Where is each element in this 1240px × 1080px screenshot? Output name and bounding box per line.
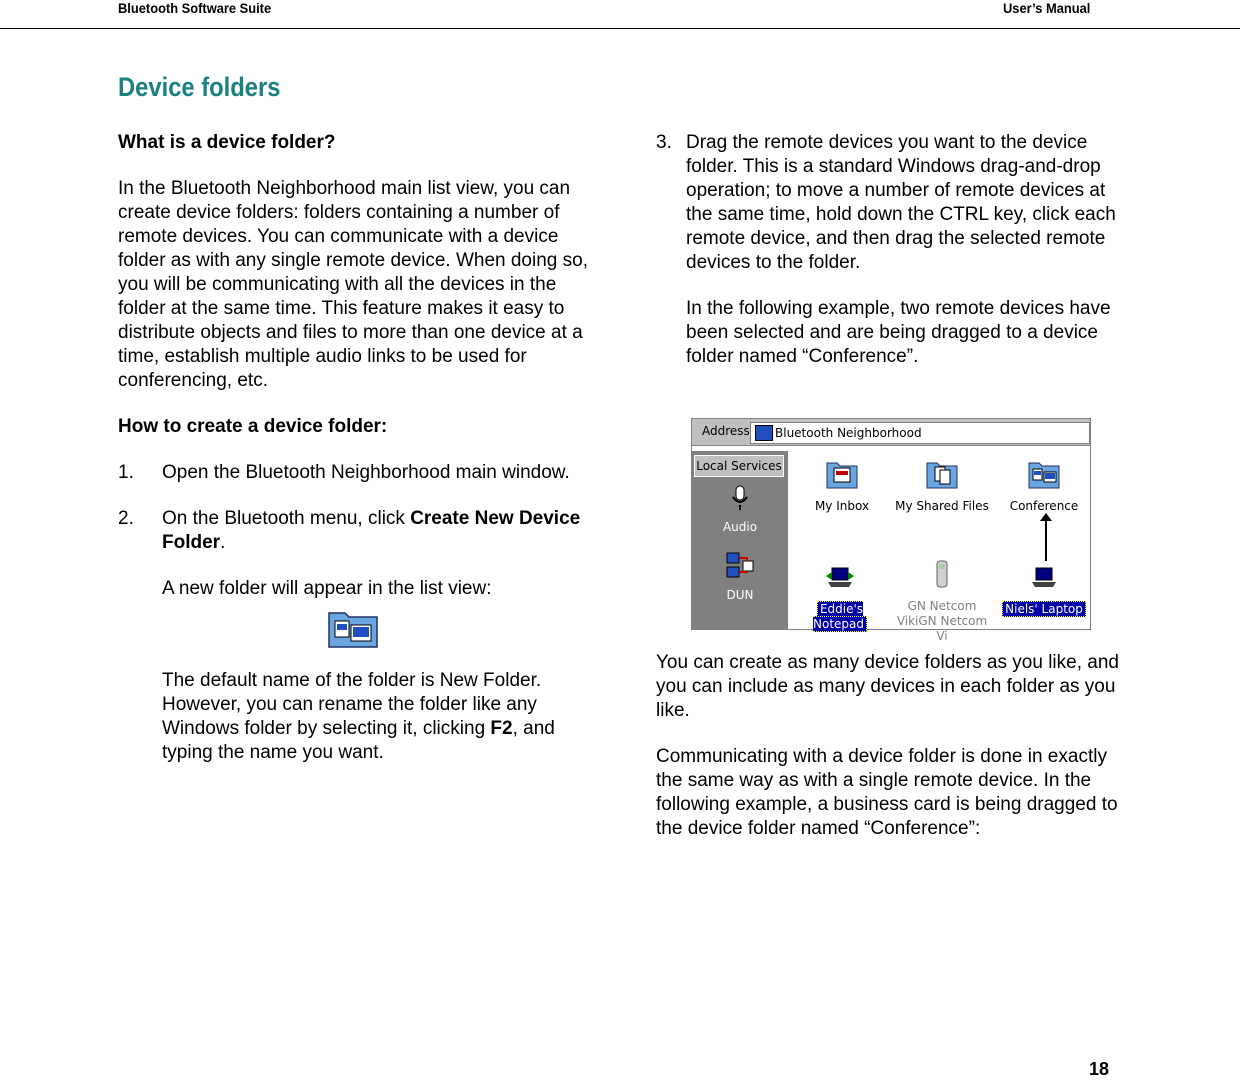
phone-icon [926, 559, 958, 589]
laptop-icon [824, 562, 856, 592]
page-number: 18 [1089, 1059, 1110, 1079]
header-rule [0, 28, 1240, 29]
step-2 [118, 507, 588, 555]
my-inbox-item: My Inbox [792, 459, 892, 514]
dun-service: DUN [712, 551, 768, 602]
f2-key: F2 [490, 718, 513, 739]
shared-folder-icon [926, 459, 958, 489]
step-2-number: 2. [118, 508, 134, 529]
niels-laptop-label: Niels' Laptop [1002, 601, 1086, 617]
step-1-number: 1. [118, 462, 134, 483]
device-folder-icon [327, 607, 379, 649]
neighborhood-icon [755, 425, 773, 441]
gn-netcom-item: GN Netcom VikiGN Netcom Vi [892, 559, 992, 644]
folders-paragraph: You can create as many device folders as you like, and you can include as many devices in each folder as you like. [656, 652, 1119, 721]
communicating-paragraph: Communicating with a device folder is done in exactly the same way as with a single remote device. In the following example, a business card is being dragged to the device folder named “Conference”: [656, 746, 1118, 839]
intro-paragraph: In the Bluetooth Neighborhood main list view, you can create device folders: folders containing a number of remote devices. You can communicate with a device folder as with any single remote device. When doing so, you will be communicating with all the devices in the folder at the same time. This feature makes it easy to distribute objects and files to more than one device at a time, establish multiple audio links to be used for conferencing, etc. [118, 178, 588, 391]
drag-example-screenshot [691, 418, 1091, 643]
local-services-pane [692, 451, 788, 629]
device-folder-icon [1028, 459, 1060, 489]
left-column [118, 131, 588, 765]
laptop-icon [1028, 562, 1060, 592]
section-title: Device folders [118, 72, 281, 102]
menu-command: Create New Device Folder [162, 508, 581, 553]
step-3 [656, 131, 1126, 275]
audio-service: Audio [712, 483, 768, 534]
address-label: Address [702, 424, 750, 438]
step-3-text: Drag the remote devices you want to the device folder. This is a standard Windows drag-and-drop operation; to move a number of remote devices at the same time, hold down the CTRL key, click each remote device, and then drag the selected remote devices to the folder. [686, 132, 1116, 273]
eddies-notepad-label: Eddie's Notepad [813, 601, 867, 632]
my-shared-files-item: My Shared Files [892, 459, 992, 514]
address-value: Bluetooth Neighborhood [775, 426, 922, 440]
question-heading: What is a device folder? [118, 132, 336, 153]
step-1 [118, 461, 588, 485]
header-title: Bluetooth Software Suite [118, 0, 272, 16]
right-column [656, 131, 1126, 369]
how-heading: How to create a device folder: [118, 416, 388, 437]
new-folder-figure [118, 607, 588, 659]
step-3-number: 3. [656, 132, 672, 153]
drag-arrow [1045, 519, 1047, 561]
eddies-notepad-item [790, 562, 890, 632]
address-field [750, 422, 1090, 444]
step-2-text: On the Bluetooth menu, click Create New Device Folder. [162, 508, 581, 553]
new-folder-line: A new folder will appear in the list view: [162, 578, 492, 599]
inbox-folder-icon [826, 459, 858, 489]
address-bar [692, 419, 1090, 446]
local-services-tab: Local Services [694, 455, 784, 477]
niels-laptop-item [994, 562, 1094, 617]
right-lower-text [656, 651, 1126, 841]
rename-paragraph: The default name of the folder is New Folder. However, you can rename the folder like any Windows folder by selecting it, clicking F2, and typing the name you want. [162, 670, 555, 763]
step-1-text: Open the Bluetooth Neighborhood main window. [162, 462, 570, 483]
example-paragraph: In the following example, two remote devices have been selected and are being dragged to a device folder named “Conference”. [686, 298, 1111, 367]
dialup-network-icon [725, 551, 755, 581]
header-manual: User’s Manual [1003, 0, 1091, 16]
conference-folder-item: Conference [994, 459, 1094, 514]
microphone-icon [725, 483, 755, 513]
